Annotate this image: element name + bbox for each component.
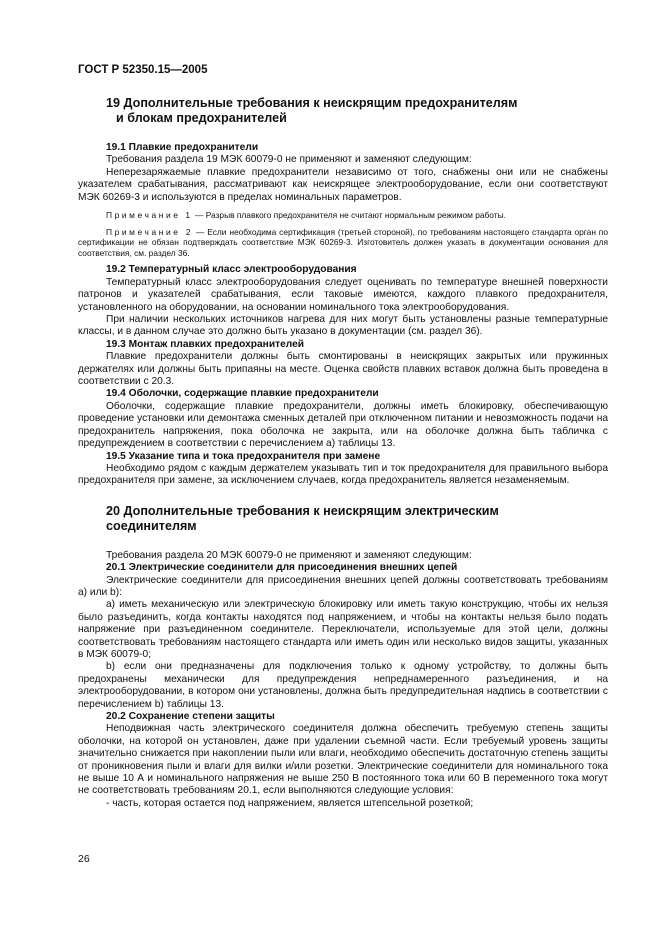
paragraph: Неподвижная часть электрического соединителя должна обеспечить требуемую степень защиты оболочки, на которой он установлен, даже при удалении съемной части. Если требуемый уровень защиты значительно снижается при накоплении пыли или влаги, необходимо обеспечить достаточную степень защиты от проникновения пыли и влаги для вилки и/или розетки. Электрические соединители для номинального тока не выше 10 А и номинального напряжения не выше 250 В постоянного тока или 60 В переменного тока могут не соответствовать требованиям 20.1, если выполняются следующие условия: [78, 723, 608, 797]
subsection-19-5-title: 19.5 Указание типа и тока предохранителя при замене [106, 450, 381, 462]
note-label: Примечание 1 [106, 210, 193, 221]
paragraph: Электрические соединители для присоединения внешних цепей должны соответствовать требованиям а) или b): [78, 574, 608, 598]
paragraph: Оболочки, содержащие плавкие предохранители, должны иметь блокировку, обеспечивающую проведение установки или демонтажа сменных деталей при отключенном питании и невозможность подачи на предохранитель напряжения, пока оболочка не закрыта, или на оболочке должна быть табличка с предупреждением в соответствии с перечислением а) таблицы 13. [78, 400, 608, 450]
subsection-20-2-title: 20.2 Сохранение степени защиты [106, 711, 275, 722]
paragraph: При наличии нескольких источников нагрева для них могут быть установлены разные температурные классы, и в данном случае это должно быть указано в документации (см. раздел 36). [78, 314, 608, 338]
section-19-title-line1: 19 Дополнительные требования к неискрящим предохранителям [106, 96, 518, 110]
paragraph: Неперезаряжаемые плавкие предохранители независимо от того, снабжены они или не снабжены указателем срабатывания, рассматривают как неискрящее электрооборудование, если они соответствуют МЭК 60269-3 и используются в пределах номинальных параметров. [78, 166, 608, 203]
subsection-20-1-title: 20.1 Электрические соединители для присоединения внешних цепей [106, 562, 458, 574]
section-19-title [78, 96, 608, 126]
note-text: — Разрыв плавкого предохранителя не считают нормальным режимом работы. [192, 210, 506, 221]
list-item: - часть, которая остается под напряжением, является штепсельной розеткой; [106, 797, 474, 809]
list-item-a: а) иметь механическую или электрическую блокировку или иметь такую конструкцию, чтобы их нельзя было разъединить, когда контакты находятся под напряжением, и чтобы на контакты нельзя было подать напряжение при разъединенном соединителе. Переключатели, используемые для этой цели, должны соответствовать требованиям настоящего стандарта или иметь один или несколько видов защиты, указанных в МЭК 60079-0; [78, 599, 608, 660]
paragraph: Необходимо рядом с каждым держателем указывать тип и ток предохранителя для правильного выбора предохранителя при замене, за исключением случаев, когда предохранитель является незаменяемым. [78, 462, 608, 487]
subsection-19-4-title: 19.4 Оболочки, содержащие плавкие предохранители [106, 388, 379, 400]
note-2 [78, 227, 608, 259]
subsection-19-1-title: 19.1 Плавкие предохранители [106, 142, 259, 153]
note-1 [78, 210, 608, 221]
paragraph: Плавкие предохранители должны быть смонтированы в неискрящих закрытых или пружинных держателях или должны быть припаяны на месте. Оценка свойств плавких вставок должна быть проведена в соответствии с 20.3. [78, 351, 608, 388]
page-number: 26 [78, 853, 90, 865]
document-body [78, 96, 608, 810]
section-20-title [78, 504, 608, 534]
section-19-title-line2: и блокам предохранителей [116, 111, 287, 125]
section-20-title-line1: 20 Дополнительные требования к неискрящим электрическим [106, 503, 499, 518]
note-text: — Если необходима сертификация (третьей стороной), по требованиям настоящего стандарта орган по сертификации не обязан подтверждать соответствие МЭК 60269-3. Изготовитель должен указать в документации основания для соответствия, см. раздел 36. [78, 226, 608, 258]
subsection-19-2-title: 19.2 Температурный класс электрооборудования [106, 264, 357, 276]
list-item-b: b) если они предназначены для подключения только к одному устройству, то должны быть предохранены механически для предупреждения непреднамеренного разъединения, и на электрооборудовании, в котором они установлены, должна быть предупредительная надпись в соответствии с перечислением b) таблицы 13. [78, 661, 608, 710]
paragraph: Требования раздела 19 МЭК 60079-0 не применяют и заменяют следующим: [106, 154, 472, 166]
paragraph: Температурный класс электрооборудования следует оценивать по температуре внешней поверхности патронов и указателей срабатывания, если таковые имеются, каждого плавкого предохранителя, установленного на оборудовании, на основании номинального тока электрооборудования. [78, 276, 608, 313]
note-label: Примечание 2 [106, 226, 194, 237]
paragraph: Требования раздела 20 МЭК 60079-0 не применяют и заменяют следующим: [106, 549, 472, 561]
document-header: ГОСТ Р 52350.15—2005 [78, 64, 208, 76]
subsection-19-3-title: 19.3 Монтаж плавких предохранителей [106, 338, 305, 350]
section-20-title-line2: соединителям [106, 518, 197, 533]
